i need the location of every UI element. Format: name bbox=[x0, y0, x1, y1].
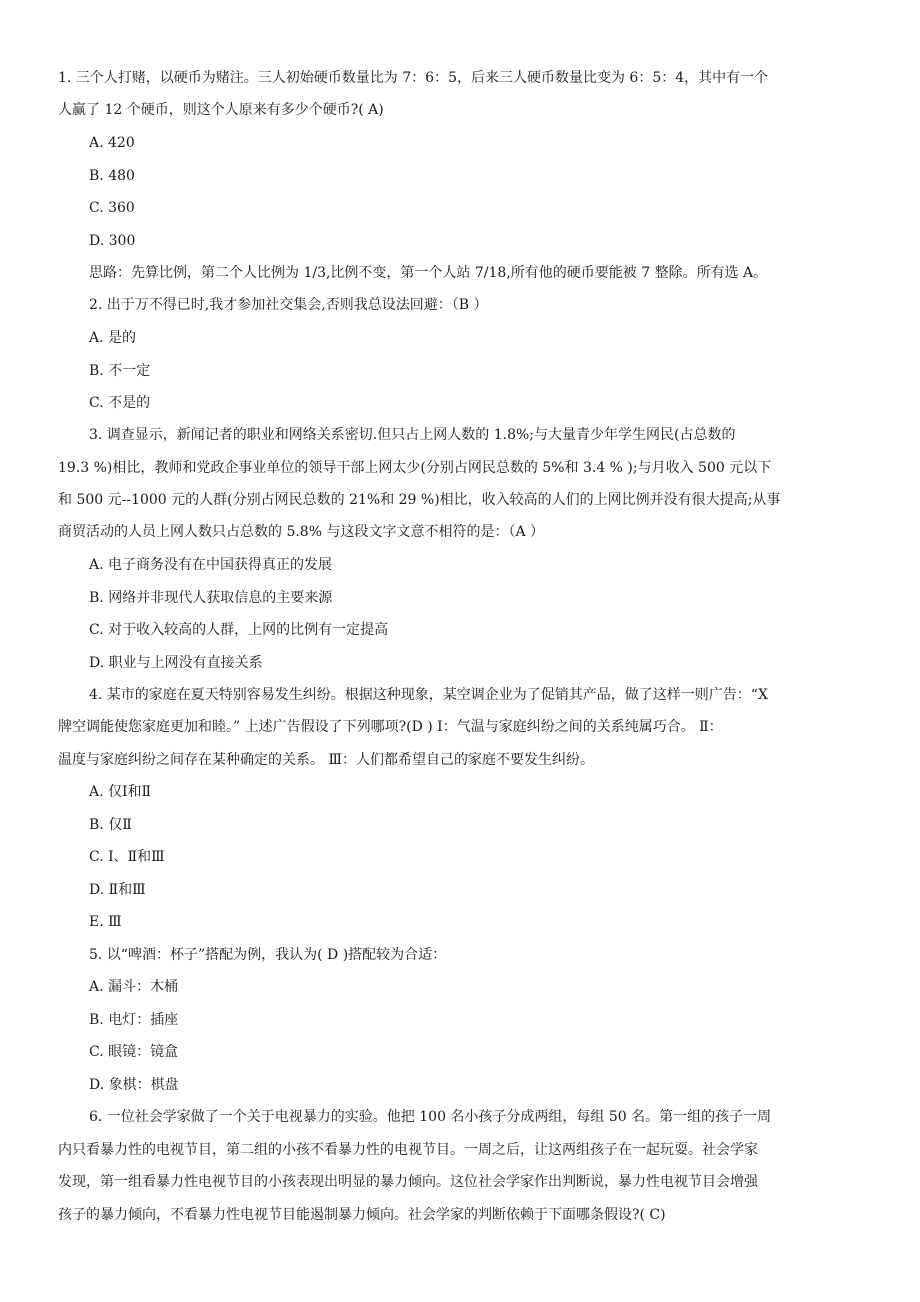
question-5-option-c: C. 眼镜：镜盒 bbox=[89, 1044, 179, 1060]
question-2-line-1: 2. 出于万不得已时,我才参加社交集会,否则我总设法回避：（B ） bbox=[89, 297, 488, 313]
question-3-option-c: C. 对于收入较高的人群，上网的比例有一定提高 bbox=[89, 622, 389, 638]
question-6-line-3: 发现，第一组看暴力性电视节目的小孩表现出明显的暴力倾向。这位社会学家作出判断说，暴力性电视节目会增强 bbox=[58, 1174, 758, 1190]
question-1-option-a: A. 420 bbox=[89, 135, 135, 151]
question-6-line-2: 内只看暴力性的电视节目，第二组的小孩不看暴力性的电视节目。一周之后，让这两组孩子在一起玩耍。社会学家 bbox=[58, 1142, 758, 1158]
question-1-option-c: C. 360 bbox=[89, 200, 135, 216]
question-6-line-1: 6. 一位社会学家做了一个关于电视暴力的实验。他把 100 名小孩子分成两组，每组 50 名。第一组的孩子一周 bbox=[89, 1109, 772, 1125]
question-2-option-b: B. 不一定 bbox=[89, 363, 151, 379]
question-1-solution-note: 思路：先算比例，第二个人比例为 1/3,比例不变，第一个人站 7/18,所有他的硬币要能被 7 整除。所有选 A。 bbox=[89, 265, 768, 281]
question-3-option-a: A. 电子商务没有在中国获得真正的发展 bbox=[89, 557, 333, 573]
question-5-option-b: B. 电灯：插座 bbox=[89, 1012, 179, 1028]
question-1-option-d: D. 300 bbox=[89, 233, 136, 249]
question-3-option-b: B. 网络并非现代人获取信息的主要来源 bbox=[89, 590, 333, 606]
question-1-option-b: B. 480 bbox=[89, 168, 135, 184]
question-3-line-4: 商贸活动的人员上网人数只占总数的 5.8% 与这段文字文意不相符的是：（A ） bbox=[58, 524, 545, 540]
question-1-line-1: 1. 三个人打赌，以硬币为赌注。三人初始硬币数量比为 7：6：5，后来三人硬币数量比变为 6：5：4，其中有一个 bbox=[58, 70, 769, 86]
question-3-line-1: 3. 调查显示，新闻记者的职业和网络关系密切.但只占上网人数的 1.8%;与大量青少年学生网民(占总数的 bbox=[89, 427, 736, 443]
question-6-line-4: 孩子的暴力倾向，不看暴力性电视节目能遏制暴力倾向。社会学家的判断依赖于下面哪条假设?( C) bbox=[58, 1207, 666, 1223]
question-4-line-2: 牌空调能使您家庭更加和睦。” 上述广告假设了下列哪项?(D ) Ⅰ：气温与家庭纠纷之间的关系纯属巧合。 Ⅱ： bbox=[58, 719, 723, 735]
question-4-line-3: 温度与家庭纠纷之间存在某种确定的关系。 Ⅲ：人们都希望自己的家庭不要发生纠纷。 bbox=[58, 752, 594, 768]
question-4-option-a: A. 仅Ⅰ和Ⅱ bbox=[89, 784, 152, 800]
question-5-option-d: D. 象棋：棋盘 bbox=[89, 1077, 179, 1093]
question-4-option-d: D. Ⅱ和Ⅲ bbox=[89, 882, 146, 898]
question-4-option-e: E. Ⅲ bbox=[89, 914, 122, 930]
question-4-option-c: C. Ⅰ、Ⅱ和Ⅲ bbox=[89, 849, 165, 865]
question-4-line-1: 4. 某市的家庭在夏天特别容易发生纠纷。根据这种现象，某空调企业为了促销其产品，做了这样一则广告：“X bbox=[89, 687, 768, 703]
question-2-option-a: A. 是的 bbox=[89, 330, 137, 346]
question-5-option-a: A. 漏斗：木桶 bbox=[89, 979, 179, 995]
question-1-line-2: 人赢了 12 个硬币，则这个人原来有多少个硬币?( A) bbox=[58, 102, 384, 118]
question-3-line-3: 和 500 元--1000 元的人群(分别占网民总数的 21%和 29 %)相比，收入较高的人们的上网比例并没有很大提高;从事 bbox=[58, 492, 781, 508]
question-3-option-d: D. 职业与上网没有直接关系 bbox=[89, 655, 263, 671]
question-2-option-c: C. 不是的 bbox=[89, 395, 151, 411]
question-5-line-1: 5. 以“啤酒：杯子”搭配为例，我认为( D )搭配较为合适： bbox=[89, 947, 447, 963]
question-3-line-2: 19.3 %)相比，教师和党政企事业单位的领导干部上网太少(分别占网民总数的 5%和 3.4 % );与月收入 500 元以下 bbox=[58, 460, 772, 476]
question-4-option-b: B. 仅Ⅱ bbox=[89, 817, 132, 833]
